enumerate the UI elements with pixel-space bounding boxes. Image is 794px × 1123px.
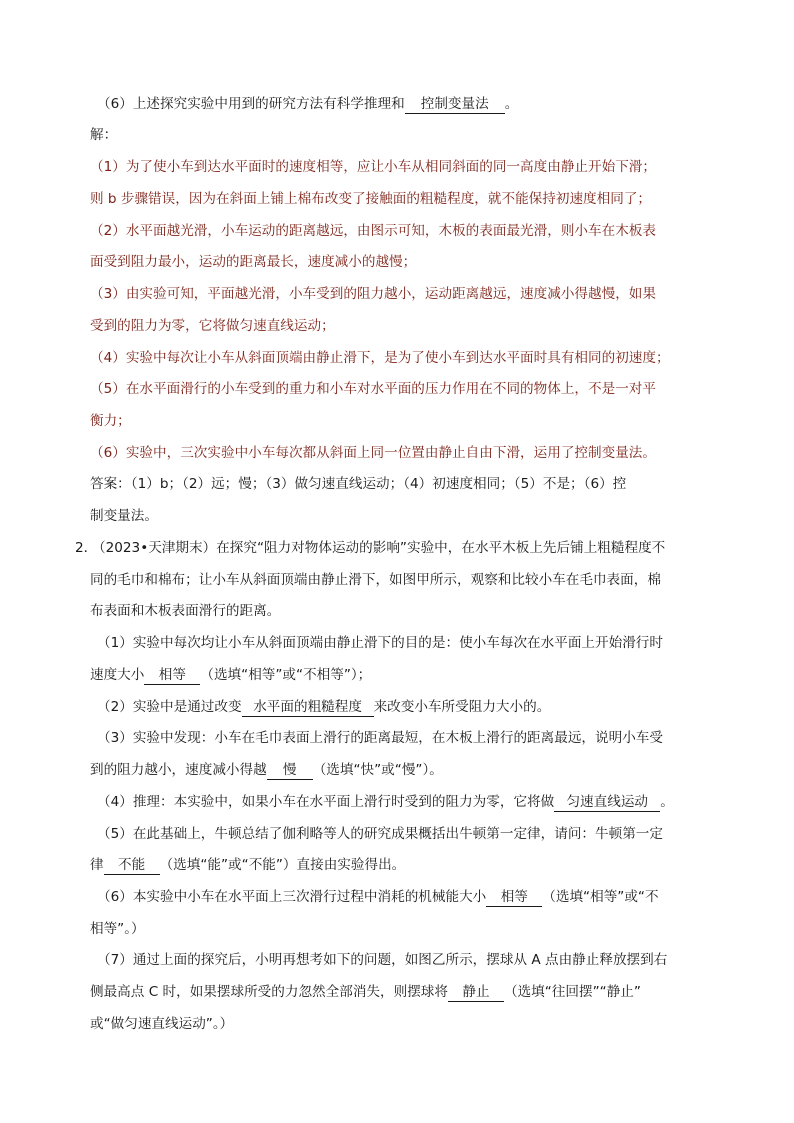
q2-part3-answer-blank: 慢 [267,762,313,780]
q2-part6-pre: （6）本实验中小车在水平面上三次滑行过程中消耗的机械能大小 [97,889,487,905]
q2-part5-pre: 律 [90,857,104,873]
q2-part4-line [97,792,717,812]
q2-part4-answer-blank: 匀速直线运动 [554,794,660,812]
q2-part4-pre: （4）推理：本实验中，如果小车在水平面上滑行时受到的阻力为零，它将做 [97,794,555,810]
explain-line-9: 衡力； [90,413,131,429]
prev-q6-text: （6）上述探究实验中用到的研究方法有科学推理和 [97,96,405,112]
explain-line-8: （5）在水平面滑行的小车受到的重力和小车对水平面的压力作用在不同的物体上，不是一对平 [90,381,656,397]
q2-part6-line-1 [97,887,717,907]
q2-part7-pre: 侧最高点 C 时，如果摆球所受的力忽然全部消失，则摆球将 [90,984,448,1000]
q2-part7-line-3: 或“做匀速直线运动”。） [90,1016,234,1032]
q2-part7-post: （选填“往回摆”“静止” [503,984,641,1000]
q2-intro-line-3: 布表面和木板表面滑行的距离。 [90,603,281,619]
answer-line-1: 答案：（1）b；（2）远；慢；（3）做匀速直线运动；（4）初速度相同；（5）不是；（6）控 [90,476,627,492]
q2-part5-line-2 [90,855,710,875]
q2-part7-line-2 [90,982,710,1002]
explain-line-10: （6）实验中，三次实验中小车每次都从斜面上同一位置由静止自由下滑，运用了控制变量法。 [90,445,656,461]
explain-line-7: （4）实验中每次让小车从斜面顶端由静止滑下，是为了使小车到达水平面时具有相同的初速度； [90,350,670,366]
q2-part6-line-2: 相等”。） [90,921,145,937]
prev-q6-answer-blank: 控制变量法 [405,96,505,114]
q2-part2-pre: （2）实验中是通过改变 [97,699,242,715]
explain-line-3: （2）水平面越光滑，小车运动的距离越远，由图示可知，木板的表面最光滑，则小车在木板表 [90,223,656,239]
q2-intro-line-1: （2023•天津期末）在探究“阻力对物体运动的影响”实验中，在水平木板上先后铺上粗糙程度不 [92,540,666,556]
q2-part2-answer-blank: 水平面的粗糙程度 [242,699,374,717]
q2-part1-pre: 速度大小 [90,667,145,683]
explain-line-5: （3）由实验可知，平面越光滑，小车受到的阻力越小，运动距离越远，速度减小得越慢，如果 [90,286,656,302]
q2-part2-line [97,697,717,717]
explain-line-6: 受到的阻力为零，它将做匀速直线运动； [90,318,335,334]
q2-part3-post: （选填“快”或“慢”）。 [312,762,443,778]
question-number: 2． [75,540,98,556]
q2-part1-line-1: （1）实验中每次均让小车从斜面顶端由静止滑下的目的是：使小车每次在水平面上开始滑行时 [97,635,663,651]
explain-line-1: （1）为了使小车到达水平面时的速度相等，应让小车从相同斜面的同一高度由静止开始下滑； [90,159,656,175]
q2-part5-answer-blank: 不能 [104,857,160,875]
explain-line-4: 面受到阻力最小，运动的距离最长，速度减小的越慢； [90,254,417,270]
q2-part1-post: （选填“相等”或“不相等”）； [200,667,372,683]
q2-part2-post: 来改变小车所受阻力大小的。 [373,699,551,715]
prev-q6-line [97,94,717,114]
q2-part5-post: （选填“能”或“不能”）直接由实验得出。 [159,857,406,873]
q2-part4-post: 。 [660,794,674,810]
q2-part1-answer-blank: 相等 [144,667,200,685]
solution-label: 解： [90,127,118,143]
q2-part6-post: （选填“相等”或“不 [542,889,659,905]
prev-q6-post: 。 [504,96,519,112]
q2-part1-line-2 [90,665,710,685]
q2-part3-line-1: （3）实验中发现：小车在毛巾表面上滑行的距离最短，在木板上滑行的距离最远，说明小车受 [97,730,663,746]
q2-intro-line-2: 同的毛巾和棉布；让小车从斜面顶端由静止滑下，如图甲所示，观察和比较小车在毛巾表面，棉 [90,572,661,588]
q2-part5-line-1: （5）在此基础上，牛顿总结了伽利略等人的研究成果概括出牛顿第一定律，请问：牛顿第一定 [97,826,663,842]
q2-part6-answer-blank: 相等 [486,889,542,907]
q2-part7-answer-blank: 静止 [448,984,504,1002]
q2-part3-pre: 到的阻力越小，速度减小得越 [90,762,267,778]
answer-line-2: 制变量法。 [90,508,158,524]
q2-part7-line-1: （7）通过上面的探究后，小明再想考如下的问题，如图乙所示，摆球从 A 点由静止释放摆到右 [97,952,668,968]
q2-part3-line-2 [90,760,710,780]
explain-line-2: 则 b 步骤错误，因为在斜面上铺上棉布改变了接触面的粗糙程度，就不能保持初速度相同了； [90,191,652,207]
